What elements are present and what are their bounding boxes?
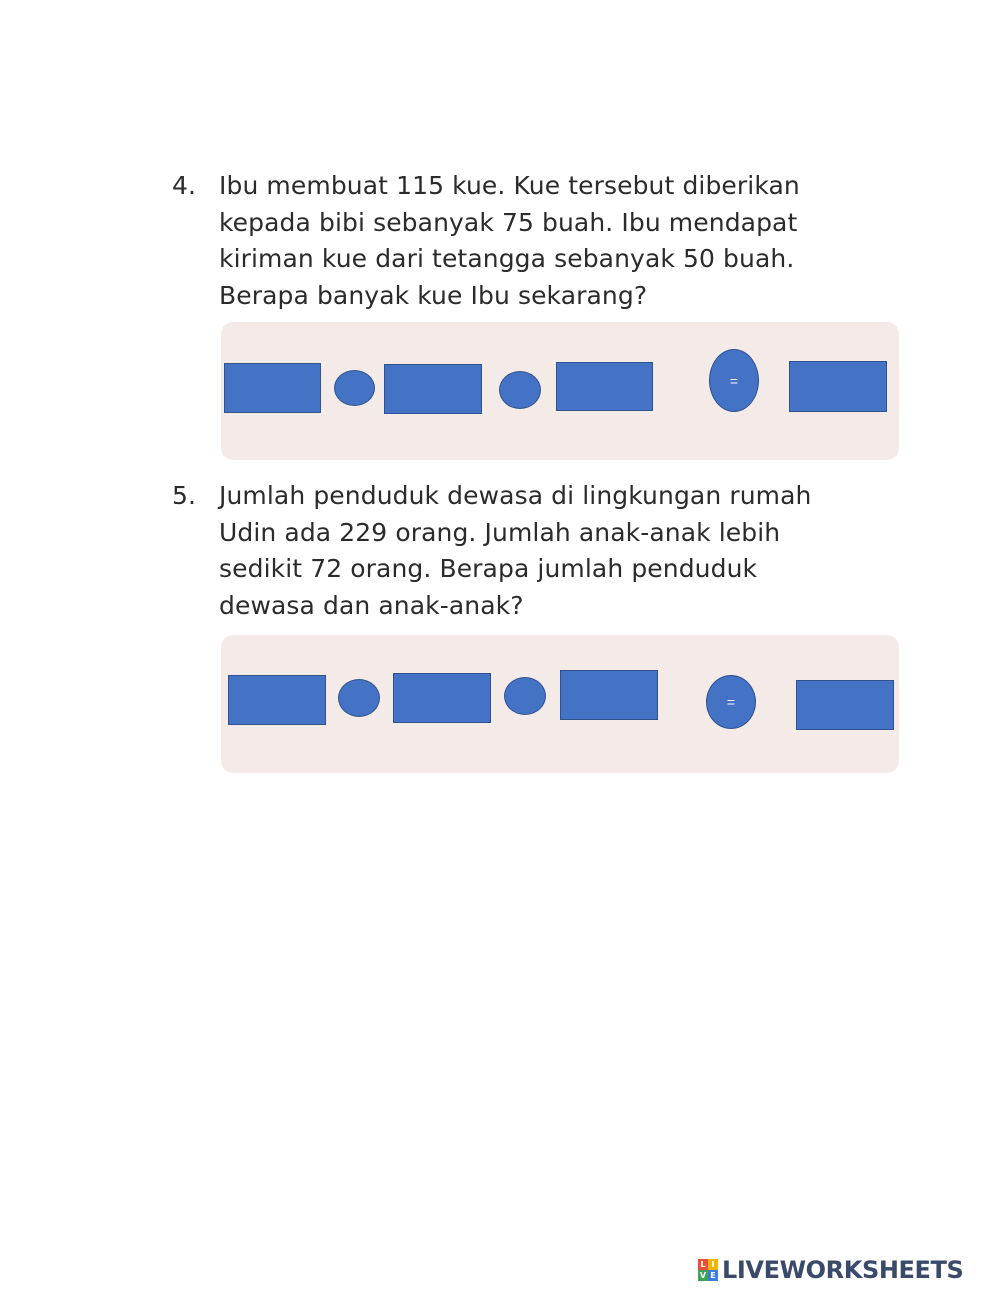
answer-blank-3[interactable] xyxy=(556,362,653,411)
equals-sign: = xyxy=(709,349,759,412)
answer-blank-result[interactable] xyxy=(789,361,887,412)
logo-letter: E xyxy=(708,1270,718,1281)
question-line: Udin ada 229 orang. Jumlah anak-anak lebih xyxy=(219,517,781,547)
answer-blank-2[interactable] xyxy=(393,673,491,723)
question-5 xyxy=(172,478,892,624)
logo-letter: V xyxy=(699,1271,707,1280)
operator-circle-2[interactable] xyxy=(504,677,546,715)
question-line: sedikit 72 orang. Berapa jumlah penduduk xyxy=(219,554,758,583)
operator-circle-1[interactable] xyxy=(334,370,375,406)
question-text xyxy=(219,168,892,314)
answer-blank-2[interactable] xyxy=(384,364,482,414)
answer-blank-result[interactable] xyxy=(796,680,894,730)
answer-panel-5 xyxy=(221,635,899,773)
answer-blank-1[interactable] xyxy=(228,675,326,725)
question-number: 4. xyxy=(172,171,197,200)
answer-blank-3[interactable] xyxy=(560,670,658,720)
logo-letter: L xyxy=(698,1259,708,1270)
equals-sign: = xyxy=(706,675,756,729)
question-4 xyxy=(172,168,892,314)
question-number: 5. xyxy=(172,481,197,510)
question-line: dewasa dan anak-anak? xyxy=(219,590,524,620)
logo-letter: I xyxy=(708,1259,718,1270)
operator-circle-1[interactable] xyxy=(338,679,380,717)
answer-panel-4 xyxy=(221,322,899,460)
question-line: Berapa banyak kue Ibu sekarang? xyxy=(219,280,648,310)
brand-name: LIVEWORKSHEETS xyxy=(722,1256,964,1284)
question-text xyxy=(219,478,892,624)
answer-blank-1[interactable] xyxy=(224,363,321,413)
question-line: Ibu membuat 115 kue. Kue tersebut diberikan xyxy=(219,171,800,200)
question-line: kiriman kue dari tetangga sebanyak 50 buah. xyxy=(219,244,795,273)
question-line: kepada bibi sebanyak 75 buah. Ibu mendapat xyxy=(219,207,798,237)
operator-circle-2[interactable] xyxy=(499,371,541,409)
question-line: Jumlah penduduk dewasa di lingkungan rumah xyxy=(219,481,812,510)
liveworksheets-brand xyxy=(698,1256,963,1284)
liveworksheets-logo-icon xyxy=(698,1259,718,1281)
